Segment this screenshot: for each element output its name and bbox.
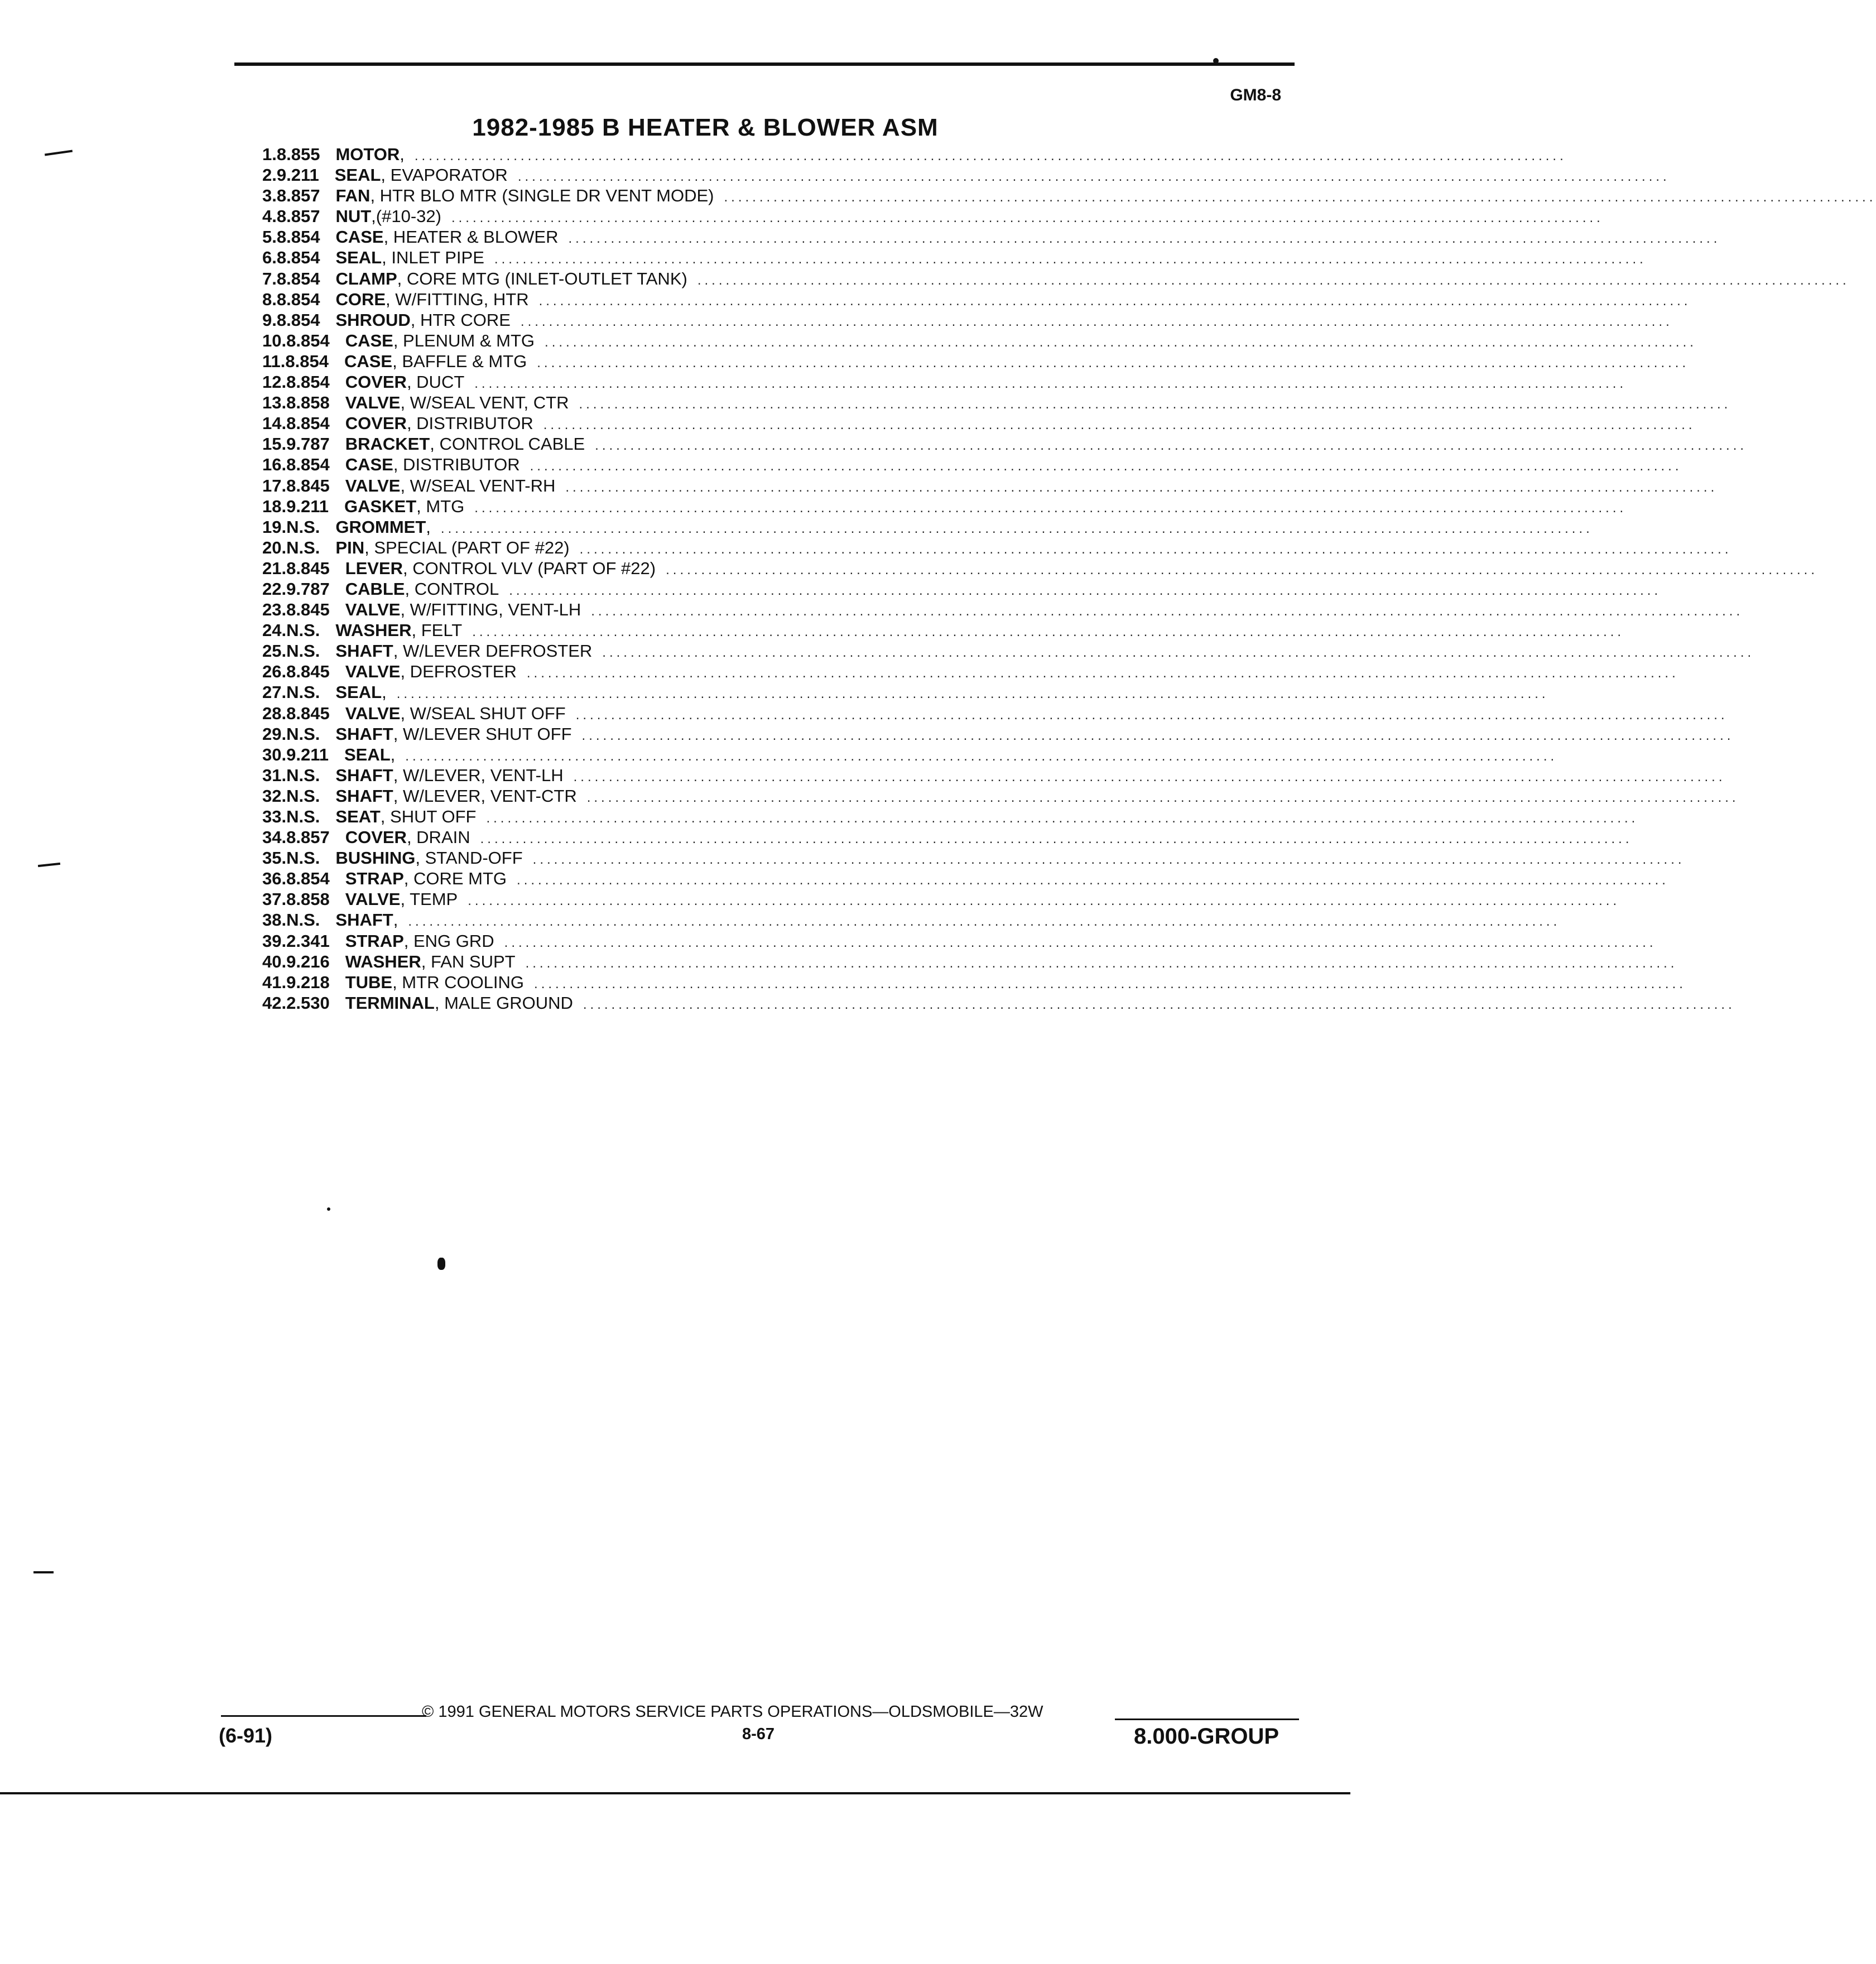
part-row — [262, 724, 1734, 744]
dot-leader: ................................................................................................................................................................... — [534, 976, 1686, 991]
group-code: 8.854 — [276, 248, 320, 268]
part-number: 20. — [262, 537, 287, 557]
dot-leader: ................................................................................................................................................................... — [537, 355, 1690, 370]
dot-leader: ................................................................................................................................................................... — [480, 831, 1633, 847]
part-number: 41. — [262, 972, 287, 992]
part-number: 22. — [262, 579, 287, 599]
group-code: 8.854 — [286, 869, 330, 889]
part-number: 17. — [262, 475, 287, 495]
dot-leader: ................................................................................................................................................................... — [517, 169, 1670, 185]
dot-leader: ................................................................................................................................................................... — [530, 459, 1682, 474]
part-name: FAN — [335, 186, 371, 206]
top-rule — [234, 62, 1295, 66]
part-row — [262, 786, 1739, 806]
part-row — [262, 310, 1673, 330]
part-description: , DRAIN — [406, 827, 470, 848]
part-number: 42. — [262, 993, 287, 1013]
part-number: 14. — [262, 413, 287, 434]
dot-leader: ................................................................................................................................................................... — [538, 293, 1691, 309]
group-code: 8.858 — [286, 889, 330, 909]
group-code: 8.854 — [285, 351, 329, 371]
group-code: N.S. — [286, 765, 320, 785]
part-row — [262, 744, 1558, 765]
part-description: , FELT — [411, 620, 463, 641]
dot-leader: ................................................................................................................................................................... — [468, 893, 1620, 909]
scan-mark — [437, 1258, 445, 1270]
part-number: 21. — [262, 558, 287, 578]
part-description: , W/LEVER DEFROSTER — [393, 641, 593, 661]
part-name: SEAL — [334, 165, 381, 185]
dot-leader: ................................................................................................................................................................... — [504, 935, 1657, 950]
part-row — [262, 620, 1625, 641]
part-number: 4. — [262, 206, 277, 227]
part-description: , FAN SUPT — [421, 951, 516, 971]
part-number: 7. — [262, 268, 277, 288]
part-number: 12. — [262, 372, 287, 392]
part-name: SHROUD — [335, 310, 411, 330]
part-description: , SPECIAL (PART OF #22) — [364, 537, 570, 557]
dot-leader: ................................................................................................................................................................... — [543, 417, 1696, 433]
part-name: VALVE — [345, 889, 401, 909]
part-description: , MTG — [416, 496, 465, 516]
part-description: , W/SEAL SHUT OFF — [400, 703, 566, 723]
group-code: 8.845 — [286, 558, 330, 578]
group-code: N.S. — [286, 807, 320, 826]
part-description: , W/LEVER, VENT-LH — [393, 765, 564, 785]
part-number: 10. — [262, 330, 287, 350]
part-number: 8. — [262, 289, 277, 309]
part-row — [262, 537, 1732, 558]
dot-leader: ................................................................................................................................................................... — [565, 479, 1718, 495]
part-row — [262, 931, 1657, 951]
part-description: , DISTRIBUTOR — [393, 455, 520, 475]
part-description: , CORE MTG (INLET-OUTLET TANK) — [397, 268, 687, 288]
dot-leader: ................................................................................................................................................................... — [591, 604, 1744, 619]
group-code: N.S. — [286, 786, 320, 806]
dot-leader: ................................................................................................................................................................... — [602, 645, 1755, 661]
part-description: , DEFROSTER — [400, 662, 517, 682]
group-code: 8.857 — [286, 827, 330, 848]
dot-leader: ................................................................................................................................................................... — [520, 314, 1673, 329]
part-name: COVER — [345, 827, 407, 848]
group-code: 9.787 — [286, 434, 330, 454]
part-description: , — [400, 145, 405, 164]
part-number: 37. — [262, 889, 287, 909]
part-description: , W/LEVER, VENT-CTR — [393, 786, 577, 806]
dot-leader: ................................................................................................................................................................... — [525, 955, 1678, 971]
group-code: N.S. — [286, 620, 320, 641]
group-code: 8.845 — [286, 475, 330, 495]
part-row — [262, 496, 1627, 517]
dot-leader: ................................................................................................................................................................... — [666, 562, 1818, 577]
dot-leader: ................................................................................................................................................................... — [509, 583, 1662, 598]
group-code: 8.854 — [286, 330, 330, 350]
part-name: STRAP — [345, 869, 404, 889]
group-code: 9.218 — [286, 972, 330, 992]
group-code: 8.845 — [286, 662, 330, 682]
part-name: TUBE — [345, 972, 393, 992]
dot-leader: ................................................................................................................................................................... — [472, 624, 1625, 640]
part-number: 9. — [262, 310, 277, 330]
dot-leader: ................................................................................................................................................................... — [568, 231, 1721, 247]
part-name: WASHER — [345, 951, 421, 971]
group-code: 9.211 — [276, 165, 319, 185]
group-code: 8.855 — [276, 145, 320, 164]
part-number: 1. — [262, 145, 277, 164]
page-title: 1982-1985 B HEATER & BLOWER ASM — [472, 114, 939, 141]
group-code: N.S. — [286, 641, 320, 661]
dot-leader: ................................................................................................................................................................... — [583, 997, 1735, 1012]
part-row — [262, 185, 1876, 206]
part-description: , CONTROL CABLE — [430, 434, 585, 454]
dot-leader: ................................................................................................................................................................... — [697, 272, 1850, 288]
group-code: 2.530 — [286, 993, 330, 1013]
part-name: CASE — [345, 330, 393, 350]
part-description: , W/SEAL VENT, CTR — [400, 393, 569, 413]
parts-list — [262, 144, 1876, 1013]
part-name: CASE — [345, 455, 393, 475]
part-row — [262, 558, 1818, 579]
part-row — [262, 475, 1718, 496]
part-description: , — [393, 910, 398, 930]
part-description: , DUCT — [406, 372, 465, 392]
scan-mark — [327, 1207, 330, 1211]
part-description: , W/SEAL VENT-RH — [400, 475, 556, 495]
part-number: 32. — [262, 786, 287, 806]
part-number: 30. — [262, 744, 287, 764]
group-code: 8.854 — [286, 372, 330, 392]
part-row — [262, 599, 1744, 620]
page-number: 8-67 — [742, 1725, 775, 1743]
part-row — [262, 144, 1567, 165]
part-name: SHAFT — [335, 910, 393, 930]
part-name: BRACKET — [345, 434, 430, 454]
dot-leader: ................................................................................................................................................................... — [517, 873, 1669, 888]
part-number: 26. — [262, 662, 287, 682]
part-name: GASKET — [344, 496, 417, 516]
part-description: , DISTRIBUTOR — [406, 413, 533, 434]
group-code: 8.857 — [276, 206, 320, 227]
part-number: 35. — [262, 848, 287, 868]
part-description: , W/FITTING, HTR — [386, 289, 529, 309]
part-row — [262, 434, 1748, 454]
part-description: , MALE GROUND — [434, 993, 573, 1013]
part-number: 33. — [262, 807, 287, 826]
part-row — [262, 165, 1670, 185]
dot-leader: ................................................................................................................................................................... — [408, 914, 1561, 930]
part-number: 40. — [262, 951, 287, 971]
part-number: 16. — [262, 455, 287, 475]
part-row — [262, 268, 1850, 289]
group-code: 8.857 — [276, 186, 320, 206]
part-number: 5. — [262, 227, 277, 247]
part-name: LEVER — [345, 558, 403, 578]
part-name: CASE — [344, 351, 393, 371]
dot-leader: ................................................................................................................................................................... — [579, 397, 1731, 412]
part-row — [262, 703, 1728, 724]
part-row — [262, 206, 1604, 227]
group-code: N.S. — [286, 537, 320, 557]
group-code: 8.854 — [276, 268, 320, 288]
dot-leader: ................................................................................................................................................................... — [405, 748, 1558, 764]
part-name: SEAT — [335, 807, 381, 826]
page-code: GM8-8 — [1230, 86, 1281, 104]
part-name: VALVE — [345, 475, 401, 495]
part-name: SHAFT — [335, 765, 393, 785]
part-row — [262, 806, 1639, 827]
dot-leader: ................................................................................................................................................................... — [396, 686, 1549, 702]
part-description: , INLET PIPE — [382, 248, 484, 268]
part-row — [262, 972, 1686, 993]
dot-leader: ................................................................................................................................................................... — [474, 376, 1627, 392]
dot-leader: ................................................................................................................................................................... — [595, 438, 1748, 454]
part-number: 31. — [262, 765, 287, 785]
group-code: 8.858 — [286, 393, 330, 413]
group-code: 8.845 — [286, 600, 330, 620]
dot-leader: ................................................................................................................................................................... — [414, 148, 1567, 163]
part-row — [262, 372, 1627, 392]
dot-leader: ................................................................................................................................................................... — [575, 707, 1728, 723]
part-description: , PLENUM & MTG — [393, 330, 535, 350]
part-row — [262, 351, 1690, 372]
group-code: 8.854 — [276, 227, 320, 247]
dot-leader: ................................................................................................................................................................... — [724, 190, 1876, 205]
part-number: 18. — [262, 496, 287, 516]
part-number: 36. — [262, 869, 287, 889]
group-code: N.S. — [286, 724, 320, 744]
part-number: 2. — [262, 165, 277, 185]
dot-leader: ................................................................................................................................................................... — [581, 728, 1734, 743]
date-code: (6-91) — [219, 1724, 273, 1747]
dot-leader: ................................................................................................................................................................... — [532, 852, 1685, 868]
part-description: , STAND-OFF — [415, 848, 523, 868]
group-code: 2.341 — [286, 931, 330, 951]
part-number: 38. — [262, 910, 287, 930]
part-number: 27. — [262, 682, 287, 702]
group-label: 8.000-GROUP — [1134, 1724, 1279, 1749]
group-code: 8.854 — [286, 455, 330, 475]
part-name: SHAFT — [335, 786, 393, 806]
part-row — [262, 661, 1679, 682]
part-row — [262, 827, 1633, 848]
part-name: CASE — [335, 227, 384, 247]
part-number: 3. — [262, 186, 277, 206]
group-code: 9.787 — [286, 579, 330, 599]
dot-leader: ................................................................................................................................................................... — [545, 334, 1697, 350]
dot-leader: ................................................................................................................................................................... — [586, 790, 1739, 805]
part-description: , CONTROL VLV (PART OF #22) — [403, 558, 656, 578]
part-number: 39. — [262, 931, 287, 951]
part-name: VALVE — [345, 393, 401, 413]
part-row — [262, 848, 1685, 868]
ink-dot — [1213, 58, 1219, 64]
dot-leader: ................................................................................................................................................................... — [486, 811, 1639, 826]
part-description: , HEATER & BLOWER — [383, 227, 559, 247]
part-name: NUT — [335, 206, 372, 227]
part-name: SEAL — [335, 682, 382, 702]
group-code: 9.216 — [286, 951, 330, 971]
part-name: GROMMET — [335, 517, 426, 537]
part-row — [262, 641, 1755, 661]
part-number: 11. — [262, 351, 286, 371]
part-description: , TEMP — [400, 889, 458, 909]
part-row — [262, 392, 1731, 413]
part-number: 25. — [262, 641, 287, 661]
part-row — [262, 909, 1561, 930]
part-row — [262, 330, 1697, 351]
dot-leader: ................................................................................................................................................................... — [474, 500, 1627, 516]
part-name: SHAFT — [335, 724, 393, 744]
dot-leader: ................................................................................................................................................................... — [440, 521, 1593, 536]
part-row — [262, 227, 1721, 247]
part-number: 6. — [262, 248, 277, 268]
part-number: 29. — [262, 724, 287, 744]
group-code: 8.854 — [276, 310, 320, 330]
part-description: , W/FITTING, VENT-LH — [400, 600, 581, 620]
part-row — [262, 289, 1691, 310]
part-row — [262, 247, 1647, 268]
part-row — [262, 454, 1682, 475]
part-name: SEAL — [335, 248, 382, 268]
group-code: N.S. — [286, 517, 320, 537]
part-number: 34. — [262, 827, 287, 848]
part-description: , SHUT OFF — [380, 807, 477, 826]
part-row — [262, 413, 1696, 434]
part-description: , CONTROL — [405, 579, 499, 599]
part-description: , MTR COOLING — [392, 972, 525, 992]
group-code: 9.211 — [286, 744, 329, 764]
group-code: 9.211 — [286, 496, 329, 516]
part-row — [262, 951, 1678, 972]
part-name: BUSHING — [335, 848, 416, 868]
part-row — [262, 682, 1549, 702]
part-row — [262, 868, 1669, 889]
bottom-rule — [0, 1792, 1350, 1794]
footer-rule-right — [1115, 1718, 1299, 1720]
part-description: , HTR BLO MTR (SINGLE DR VENT MODE) — [370, 186, 714, 206]
part-description: , — [390, 744, 396, 764]
scan-mark — [38, 863, 60, 867]
dot-leader: ................................................................................................................................................................... — [494, 252, 1647, 267]
part-number: 13. — [262, 393, 287, 413]
part-description: , W/LEVER SHUT OFF — [393, 724, 572, 744]
part-name: STRAP — [345, 931, 404, 951]
group-code: N.S. — [286, 910, 320, 930]
dot-leader: ................................................................................................................................................................... — [526, 666, 1679, 681]
part-row — [262, 889, 1620, 909]
part-description: , HTR CORE — [410, 310, 511, 330]
part-name: PIN — [335, 537, 365, 557]
part-name: SEAL — [344, 744, 391, 764]
part-name: VALVE — [345, 662, 401, 682]
scan-mark — [33, 1571, 54, 1573]
part-description: , — [426, 517, 431, 537]
part-row — [262, 579, 1662, 599]
group-code: 8.854 — [276, 289, 320, 309]
part-name: WASHER — [335, 620, 412, 641]
footer-rule-left — [221, 1715, 426, 1717]
part-number: 28. — [262, 703, 287, 723]
dot-leader: ................................................................................................................................................................... — [451, 210, 1604, 226]
dot-leader: ................................................................................................................................................................... — [579, 541, 1732, 557]
part-description: ,(#10-32) — [371, 206, 441, 227]
part-number: 15. — [262, 434, 287, 454]
part-description: , CORE MTG — [403, 869, 507, 889]
part-row — [262, 993, 1735, 1013]
part-name: SHAFT — [335, 641, 393, 661]
group-code: N.S. — [286, 848, 320, 868]
group-code: 8.845 — [286, 703, 330, 723]
group-code: N.S. — [286, 682, 320, 702]
part-name: VALVE — [345, 703, 401, 723]
part-name: CORE — [335, 289, 386, 309]
part-description: , EVAPORATOR — [381, 165, 508, 185]
copyright-line: © 1991 GENERAL MOTORS SERVICE PARTS OPERATIONS—OLDSMOBILE—32W — [422, 1703, 1043, 1721]
part-number: 24. — [262, 620, 287, 641]
scan-mark — [45, 150, 73, 156]
part-name: CABLE — [345, 579, 405, 599]
part-name: COVER — [345, 372, 407, 392]
part-name: VALVE — [345, 600, 401, 620]
part-name: TERMINAL — [345, 993, 435, 1013]
part-name: COVER — [345, 413, 407, 434]
part-row — [262, 517, 1593, 537]
group-code: 8.854 — [286, 413, 330, 434]
part-number: 19. — [262, 517, 287, 537]
dot-leader: ................................................................................................................................................................... — [573, 769, 1726, 784]
part-name: MOTOR — [335, 145, 400, 164]
part-number: 23. — [262, 600, 287, 620]
part-description: , ENG GRD — [403, 931, 494, 951]
part-name: CLAMP — [335, 268, 397, 288]
part-row — [262, 765, 1726, 786]
part-description: , BAFFLE & MTG — [392, 351, 527, 371]
part-description: , — [382, 682, 387, 702]
